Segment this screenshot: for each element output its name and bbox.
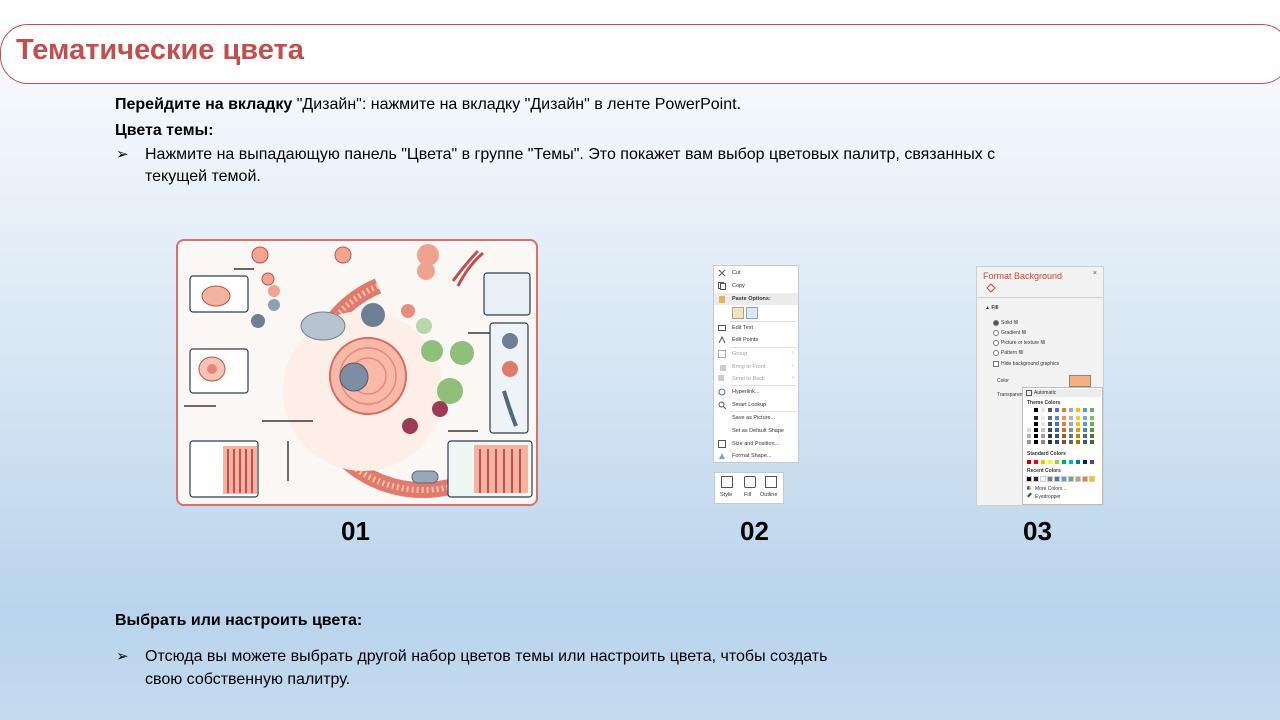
menu-item-label: Group — [732, 351, 748, 357]
color-swatch[interactable] — [1048, 428, 1052, 432]
copy-icon — [718, 282, 726, 290]
menu-item-edit-text[interactable] — [714, 322, 798, 334]
menu-item-copy[interactable] — [714, 280, 798, 292]
color-swatch[interactable] — [1090, 434, 1094, 438]
customize-heading: Выбрать или настроить цвета: — [115, 612, 363, 629]
paste-option-icon-2[interactable] — [746, 307, 758, 319]
size-icon — [718, 440, 726, 448]
more-colors-label: More Colors... — [1035, 486, 1067, 492]
color-swatch[interactable] — [1055, 416, 1059, 420]
send-back-icon — [718, 375, 726, 383]
color-swatch[interactable] — [1069, 460, 1073, 464]
color-swatch[interactable] — [1062, 477, 1066, 481]
menu-item-label: Size and Position... — [732, 441, 780, 447]
option-label: Picture or texture fill — [1001, 340, 1046, 346]
group-icon — [718, 350, 726, 358]
color-swatch[interactable] — [1076, 440, 1080, 444]
menu-item-send-to-back[interactable] — [714, 373, 798, 385]
color-swatch[interactable] — [1076, 416, 1080, 420]
standard-colors-label: Standard Colors — [1027, 451, 1066, 457]
color-swatch[interactable] — [1027, 428, 1031, 432]
cell-illustration-graphic — [178, 241, 536, 504]
toolbar-style-label: Style — [720, 492, 733, 498]
solid-fill-radio[interactable] — [993, 320, 999, 326]
color-swatch[interactable] — [1069, 434, 1073, 438]
theme-colors-heading: Цвета темы: — [115, 122, 214, 139]
menu-item-label: Cut — [732, 270, 741, 276]
color-swatch[interactable] — [1069, 428, 1073, 432]
link-icon — [718, 388, 726, 396]
option-label: Hide background graphics — [1001, 361, 1060, 367]
color-swatch[interactable] — [1076, 408, 1080, 412]
menu-item-paste-options — [714, 293, 798, 305]
color-swatch[interactable] — [1055, 434, 1059, 438]
color-swatch[interactable] — [1062, 408, 1066, 412]
color-swatch[interactable] — [1041, 477, 1045, 481]
mini-toolbar — [714, 472, 784, 504]
color-swatch[interactable] — [1069, 408, 1073, 412]
search-icon — [718, 401, 726, 409]
color-swatch[interactable] — [1048, 422, 1052, 426]
menu-item-label: Paste Options: — [732, 296, 771, 302]
color-swatch[interactable] — [1055, 408, 1059, 412]
color-swatch[interactable] — [1083, 416, 1087, 420]
chevron-right-icon: › — [792, 350, 794, 356]
color-swatch[interactable] — [1034, 422, 1038, 426]
slide-title: Тематические цвета — [16, 34, 304, 66]
color-swatch[interactable] — [1048, 434, 1052, 438]
color-swatch[interactable] — [1062, 434, 1066, 438]
cell-illustration-image — [176, 239, 538, 506]
menu-item-label: Hyperlink... — [732, 389, 760, 395]
color-swatch[interactable] — [1048, 440, 1052, 444]
toolbar-fill-label: Fill — [744, 492, 752, 498]
option-label: Pattern fill — [1001, 350, 1024, 356]
color-swatch[interactable] — [1041, 408, 1045, 412]
clipboard-icon — [718, 295, 726, 303]
color-swatch[interactable] — [1062, 460, 1066, 464]
automatic-option[interactable] — [1024, 389, 1101, 397]
menu-item-set-default-shape[interactable] — [714, 425, 798, 437]
color-swatch[interactable] — [1034, 477, 1038, 481]
image-number-03: 03 — [1023, 516, 1052, 546]
step1-text: "Дизайн": нажмите на вкладку "Дизайн" в ленте PowerPoint. — [292, 96, 742, 113]
gradient-fill-radio[interactable] — [993, 330, 999, 336]
eyedropper-option[interactable] — [1025, 493, 1101, 501]
bullet-glyph: ➢ — [116, 648, 129, 665]
style-icon[interactable] — [721, 476, 733, 488]
format-background-title: Format Background — [983, 271, 1063, 281]
color-swatch[interactable] — [1041, 440, 1045, 444]
color-swatch[interactable] — [1090, 422, 1094, 426]
menu-item-label: Smart Lookup — [732, 402, 767, 408]
color-swatch[interactable] — [1027, 434, 1031, 438]
color-dropdown — [1022, 387, 1103, 505]
transparency-label: Transparen — [997, 392, 1023, 398]
color-swatch[interactable] — [1083, 477, 1087, 481]
option-label: Gradient fill — [1001, 330, 1027, 336]
color-swatch[interactable] — [1069, 422, 1073, 426]
color-swatch[interactable] — [1041, 422, 1045, 426]
color-swatch[interactable] — [1048, 416, 1052, 420]
color-swatch[interactable] — [1027, 422, 1031, 426]
color-swatch[interactable] — [1055, 440, 1059, 444]
customize-text-2: свою собственную палитру. — [145, 671, 351, 688]
color-swatch[interactable] — [1055, 428, 1059, 432]
color-swatch[interactable] — [1041, 434, 1045, 438]
fill-section-label: Fill — [991, 305, 999, 311]
color-swatch[interactable] — [1090, 416, 1094, 420]
menu-item-hyperlink[interactable] — [714, 386, 798, 398]
menu-item-label: Save as Picture... — [732, 415, 776, 421]
theme-colors-text-1: Нажмите на выпадающую панель "Цвета" в группе "Темы". Это покажет вам выбор цветовых палитр, связанных с — [145, 146, 996, 163]
menu-item-label: Format Shape... — [732, 453, 772, 459]
color-swatch[interactable] — [1048, 460, 1052, 464]
color-wheel-icon — [1027, 486, 1031, 490]
context-menu-image — [713, 265, 799, 463]
menu-item-save-as-picture[interactable] — [714, 412, 798, 424]
color-swatch[interactable] — [1090, 477, 1094, 481]
chevron-right-icon: › — [792, 363, 794, 369]
recent-colors-label: Recent Colors — [1027, 468, 1061, 474]
color-swatch[interactable] — [1062, 440, 1066, 444]
automatic-label: Automatic — [1034, 390, 1057, 396]
theme-colors-label: Theme Colors — [1027, 400, 1061, 406]
color-swatch[interactable] — [1048, 408, 1052, 412]
color-swatch[interactable] — [1083, 460, 1087, 464]
paste-option-icon-1[interactable] — [732, 307, 744, 319]
pattern-fill-radio[interactable] — [993, 350, 999, 356]
color-swatch[interactable] — [1083, 440, 1087, 444]
color-swatch[interactable] — [1041, 428, 1045, 432]
color-swatch[interactable] — [1090, 428, 1094, 432]
menu-item-label: Send to Back — [732, 376, 765, 382]
menu-item-label: Edit Text — [732, 325, 753, 331]
color-swatch[interactable] — [1027, 477, 1031, 481]
color-swatch[interactable] — [1076, 428, 1080, 432]
color-swatch[interactable] — [1055, 460, 1059, 464]
color-swatch[interactable] — [1055, 422, 1059, 426]
color-swatch[interactable] — [1090, 440, 1094, 444]
color-swatch[interactable] — [1027, 460, 1031, 464]
color-swatch[interactable] — [1069, 416, 1073, 420]
color-swatch[interactable] — [1062, 428, 1066, 432]
menu-item-edit-points[interactable] — [714, 334, 798, 346]
points-icon — [718, 336, 726, 344]
color-swatch[interactable] — [1083, 428, 1087, 432]
more-colors-option[interactable] — [1025, 485, 1101, 493]
outline-icon[interactable] — [765, 476, 777, 488]
color-swatch[interactable] — [1055, 477, 1059, 481]
text-icon — [718, 324, 726, 332]
menu-item-smart-lookup[interactable] — [714, 399, 798, 411]
menu-item-bring-to-front[interactable] — [714, 361, 798, 373]
bring-front-icon — [718, 363, 726, 371]
color-swatch[interactable] — [1027, 440, 1031, 444]
color-swatch[interactable] — [1034, 440, 1038, 444]
color-swatch[interactable] — [1076, 477, 1080, 481]
scissors-icon — [718, 269, 726, 277]
color-label: Color — [997, 378, 1009, 384]
color-swatch[interactable] — [1034, 428, 1038, 432]
theme-colors-text-2: текущей темой. — [145, 168, 261, 185]
color-swatch[interactable] — [1069, 440, 1073, 444]
paint-bucket-icon[interactable] — [985, 283, 997, 293]
menu-item-label: Bring to Front — [732, 364, 766, 370]
menu-item-label: Copy — [732, 283, 745, 289]
menu-item-label: Edit Points — [732, 337, 759, 343]
color-swatch[interactable] — [1083, 422, 1087, 426]
color-swatch[interactable] — [1062, 422, 1066, 426]
color-swatch[interactable] — [1083, 408, 1087, 412]
color-swatch[interactable] — [1076, 434, 1080, 438]
fill-section-header[interactable]: ▲ Fill — [985, 305, 999, 311]
color-swatch[interactable] — [1027, 408, 1031, 412]
color-swatch[interactable] — [1069, 477, 1073, 481]
eyedropper-icon — [1027, 493, 1032, 498]
menu-item-cut[interactable] — [714, 267, 798, 279]
color-swatch[interactable] — [1048, 477, 1052, 481]
color-swatch[interactable] — [1083, 434, 1087, 438]
customize-text-1: Отсюда вы можете выбрать другой набор цветов темы или настроить цвета, чтобы создать — [145, 648, 828, 665]
menu-item-size-position[interactable] — [714, 438, 798, 450]
step1-line — [115, 93, 741, 116]
color-swatch[interactable] — [1034, 434, 1038, 438]
color-swatch[interactable] — [1090, 408, 1094, 412]
color-swatch[interactable] — [1062, 416, 1066, 420]
menu-item-format-shape[interactable] — [714, 450, 798, 462]
color-swatch[interactable] — [1034, 416, 1038, 420]
menu-item-group[interactable] — [714, 348, 798, 360]
menu-item-label: Set as Default Shape — [732, 428, 784, 434]
color-swatch[interactable] — [1090, 460, 1094, 464]
toolbar-outline-label: Outline — [760, 492, 778, 498]
picture-fill-radio[interactable] — [993, 340, 999, 346]
color-swatch[interactable] — [1076, 422, 1080, 426]
step1-label: Перейдите на вкладку — [115, 96, 293, 113]
format-shape-icon — [718, 452, 726, 460]
color-swatch[interactable] — [1034, 460, 1038, 464]
color-swatch[interactable] — [1034, 408, 1038, 412]
image-number-01: 01 — [341, 516, 370, 546]
color-swatch[interactable] — [1076, 460, 1080, 464]
color-swatch[interactable] — [1041, 460, 1045, 464]
color-swatch[interactable] — [1027, 416, 1031, 420]
option-label: Solid fill — [1001, 320, 1019, 326]
image-number-02: 02 — [740, 516, 769, 546]
hide-graphics-checkbox[interactable] — [993, 361, 999, 367]
color-picker-button[interactable] — [1069, 375, 1091, 387]
fill-bucket-icon[interactable] — [744, 476, 756, 488]
eyedropper-label: Eyedropper — [1035, 494, 1061, 500]
color-swatch[interactable] — [1041, 416, 1045, 420]
close-icon[interactable]: × — [1092, 270, 1097, 277]
chevron-right-icon: › — [792, 375, 794, 381]
bullet-glyph: ➢ — [116, 146, 129, 163]
